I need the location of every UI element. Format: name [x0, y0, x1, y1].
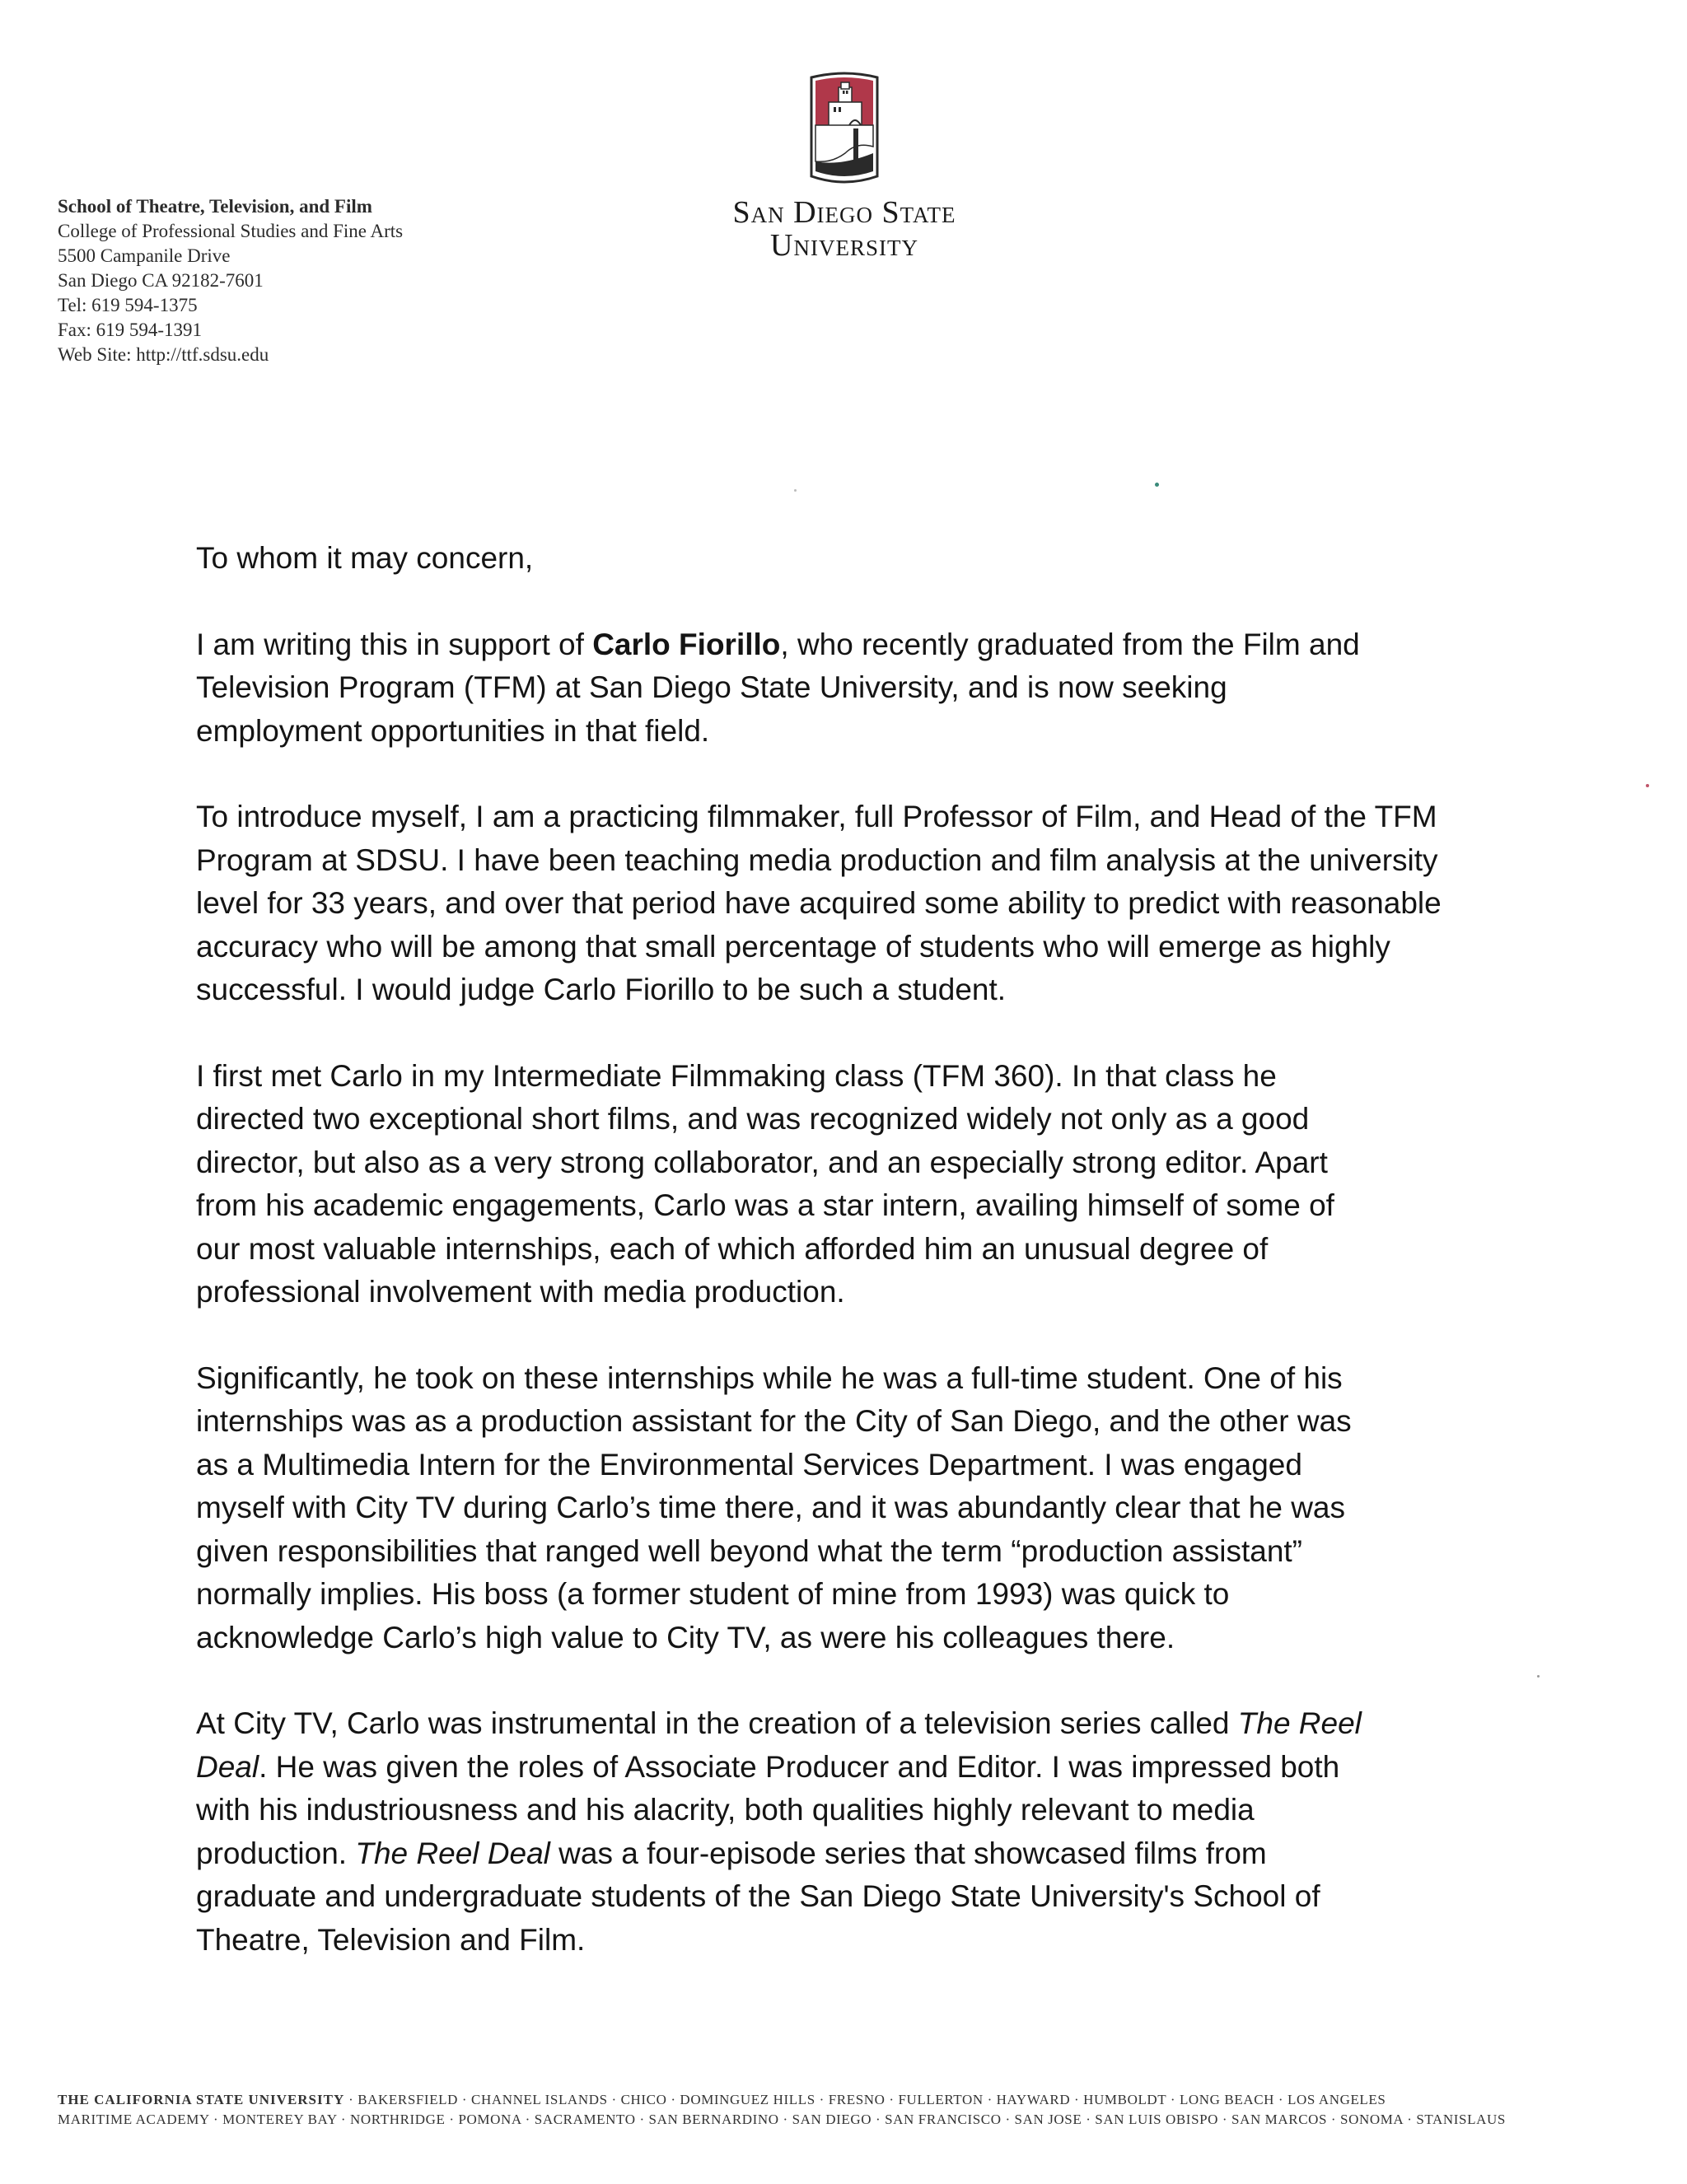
text-run: At City TV, Carlo was instrumental in the creation of a television series called [196, 1706, 1238, 1740]
footer-line1 [58, 2090, 1639, 2110]
university-name [659, 196, 1030, 262]
csu-system-name: THE CALIFORNIA STATE UNIVERSITY [58, 2092, 345, 2107]
paragraph-line [196, 1746, 1514, 1790]
paragraph-reel-deal [196, 1702, 1514, 1962]
college-name: College of Professional Studies and Fine Arts [58, 221, 404, 241]
text-run: production. [196, 1836, 356, 1870]
text-run: I am writing this in support of [196, 627, 593, 661]
paragraph-line: professional involvement with media production. [196, 1275, 845, 1309]
salutation [196, 537, 1514, 581]
city-state-zip: San Diego CA 92182-7601 [58, 270, 264, 291]
paragraph-line: I first met Carlo in my Intermediate Filmmaking class (TFM 360). In that class he [196, 1058, 1277, 1093]
paragraph-line: acknowledge Carlo’s high value to City TV, as were his colleagues there. [196, 1620, 1175, 1654]
paragraph-line [196, 1832, 1514, 1876]
paragraph-line: directed two exceptional short films, and was recognized widely not only as a good [196, 1102, 1310, 1136]
paragraph-line: normally implies. His boss (a former student of mine from 1993) was quick to [196, 1577, 1230, 1611]
paragraph-credentials [196, 796, 1514, 1012]
paragraph-line [196, 623, 1514, 667]
csu-campus-footer [58, 2090, 1639, 2130]
paragraph-line: Theatre, Television and Film. [196, 1922, 586, 1957]
paragraph-line: accuracy who will be among that small percentage of students who will emerge as highly [196, 929, 1390, 964]
university-name-line2: University [770, 228, 918, 263]
paragraph-internships [196, 1357, 1514, 1660]
university-name-line1: San Diego State [732, 195, 956, 230]
series-title: The Reel Deal [355, 1836, 550, 1870]
paragraph-line: internships was as a production assistant for the City of San Diego, and the other was [196, 1404, 1352, 1438]
paragraph-class-experience [196, 1055, 1514, 1314]
department-address-block [58, 194, 568, 367]
paragraph-line: our most valuable internships, each of which afforded him an unusual degree of [196, 1231, 1269, 1266]
salutation-text: To whom it may concern, [196, 541, 534, 575]
paragraph-line: Program at SDSU. I have been teaching media production and film analysis at the university [196, 842, 1438, 877]
paragraph-line: level for 33 years, and over that period have acquired some ability to predict with reasonable [196, 886, 1442, 920]
paragraph-line: employment opportunities in that field. [196, 713, 710, 748]
paragraph-line: with his industriousness and his alacrity, both qualities highly relevant to media [196, 1793, 1255, 1827]
text-run: , who recently graduated from the Film and [780, 627, 1360, 661]
university-seal-icon [807, 71, 881, 186]
scan-speck [1155, 483, 1159, 487]
paragraph-line: Significantly, he took on these internships while he was a full-time student. One of his [196, 1360, 1343, 1395]
paragraph-introduction [196, 623, 1514, 754]
website: Web Site: http://ttf.sdsu.edu [58, 344, 269, 365]
letter-body [196, 537, 1514, 2004]
series-title: Deal [196, 1749, 259, 1784]
department-name: School of Theatre, Television, and Film [58, 196, 372, 217]
scan-speck [1537, 1675, 1540, 1678]
campus-list: · BAKERSFIELD · CHANNEL ISLANDS · CHICO · DOMINGUEZ HILLS · FRESNO · FULLERTON · HAYWARD · HUMBOLDT · LONG BEACH · LOS ANGELES [344, 2092, 1386, 2107]
paragraph-line: successful. I would judge Carlo Fiorillo to be such a student. [196, 973, 1007, 1006]
paragraph-line [196, 1702, 1514, 1746]
street-address: 5500 Campanile Drive [58, 245, 231, 266]
paragraph-line: Television Program (TFM) at San Diego State University, and is now seeking [196, 670, 1227, 704]
footer-line2: MARITIME ACADEMY · MONTEREY BAY · NORTHRIDGE · POMONA · SACRAMENTO · SAN BERNARDINO · SAN DIEGO · SAN FRANCISCO · SAN JOSE · SAN LUIS OBISPO · SAN MARCOS · SONOMA · STANISLAUS [58, 2112, 1506, 2127]
candidate-name: Carlo Fiorillo [592, 627, 781, 661]
paragraph-line: given responsibilities that ranged well beyond what the term “production assistant” [196, 1533, 1303, 1568]
paragraph-line: graduate and undergraduate students of the San Diego State University's School of [196, 1879, 1320, 1913]
fax: Fax: 619 594-1391 [58, 320, 203, 340]
paragraph-line: as a Multimedia Intern for the Environmental Services Department. I was engaged [196, 1447, 1302, 1482]
paragraph-line: myself with City TV during Carlo’s time there, and it was abundantly clear that he was [196, 1491, 1345, 1524]
paragraph-line: director, but also as a very strong collaborator, and an especially strong editor. Apart [196, 1145, 1328, 1179]
text-run: . He was given the roles of Associate Producer and Editor. I was impressed both [259, 1749, 1340, 1784]
scan-speck [794, 489, 797, 492]
text-run: was a four-episode series that showcased films from [549, 1836, 1267, 1870]
paragraph-line: from his academic engagements, Carlo was a star intern, availing himself of some of [196, 1188, 1334, 1222]
series-title: The Reel [1237, 1706, 1362, 1740]
telephone: Tel: 619 594-1375 [58, 295, 198, 315]
scan-speck [1646, 784, 1649, 787]
paragraph-line: To introduce myself, I am a practicing filmmaker, full Professor of Film, and Head of the TFM [196, 800, 1437, 833]
